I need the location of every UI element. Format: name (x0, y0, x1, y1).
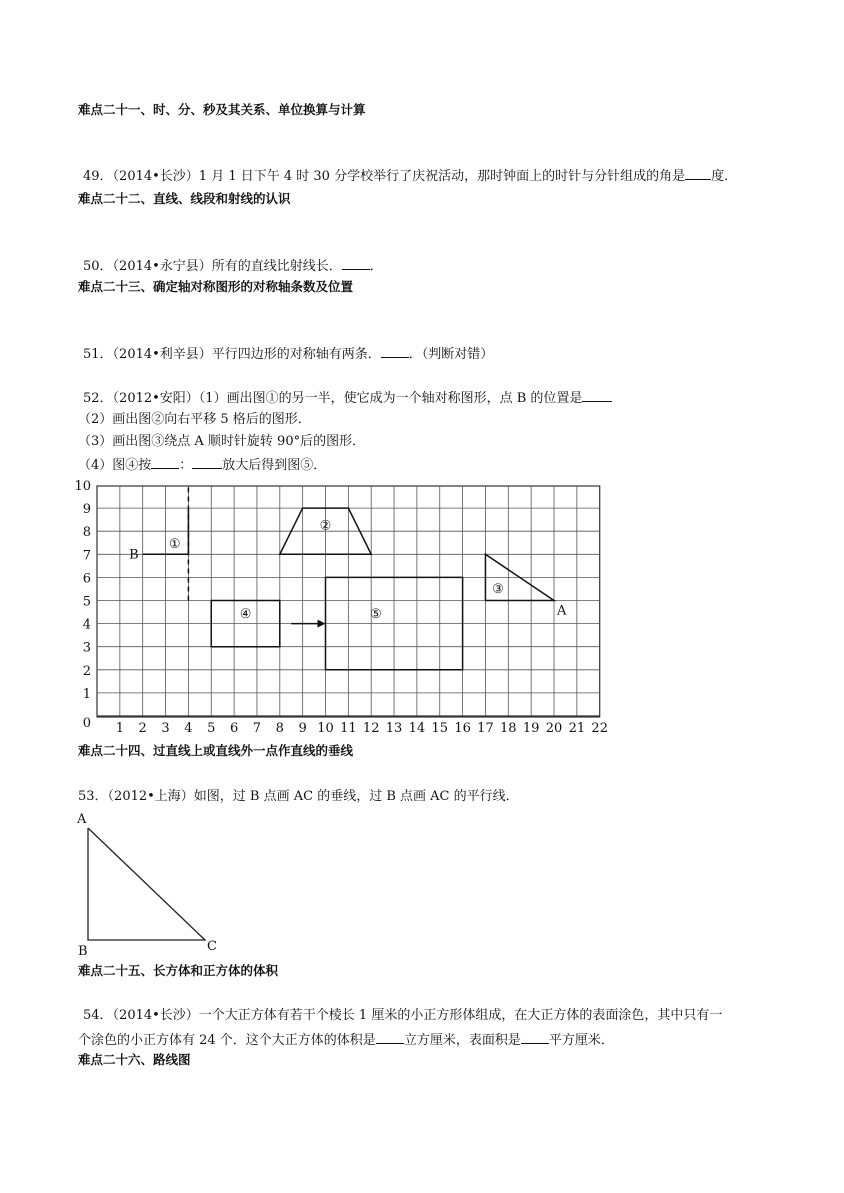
q52-text-4c: 放大后得到图⑤． (222, 458, 327, 473)
question-52-line1 (83, 389, 612, 407)
q54-volume-blank[interactable] (376, 1031, 404, 1044)
q49-text: 49．（2014•长沙）1 月 1 日下午 4 时 30 分学校举行了庆祝活动，那时钟面上的时针与分针组成的角是 (83, 169, 686, 184)
shape-4-label: ④ (239, 607, 252, 623)
q52-text-1: 52．（2012•安阳）（1）画出图①的另一半，使它成为一个轴对称图形，点 B 的位置是 (83, 391, 583, 406)
q50-text: 50．（2014•永宁县）所有的直线比射线长． (83, 259, 342, 274)
q50-text-end: ． (369, 259, 383, 274)
shape-5-rectangle (326, 577, 463, 669)
x-tick-label: 14 (408, 721, 426, 736)
x-tick-label: 13 (385, 721, 403, 736)
y-tick-label: 3 (82, 640, 91, 656)
x-tick-label: 9 (298, 721, 307, 736)
question-50 (83, 257, 383, 275)
y-tick-label: 10 (74, 479, 91, 494)
shape-2-label: ② (319, 518, 332, 534)
x-tick-label: 6 (229, 721, 239, 736)
shape-1-label: ① (168, 536, 181, 552)
x-tick-label: 7 (252, 721, 262, 736)
q54-text-2a: 个涂色的小正方体有 24 个．这个大正方体的体积是 (78, 1033, 376, 1048)
x-tick-label: 2 (138, 721, 147, 736)
question-54-line2 (78, 1031, 614, 1049)
shape-3-triangle (485, 554, 554, 600)
shape-3-label: ③ (492, 581, 504, 597)
origin-label: 0 (82, 716, 91, 731)
q51-text: 51．（2014•利辛县）平行四边形的对称轴有两条． (83, 347, 381, 362)
q52-text-4a: （4）图④按 (78, 458, 152, 473)
point-a-label: A (557, 603, 567, 619)
q54-text-2b: 立方厘米，表面积是 (403, 1033, 521, 1048)
question-54-line1: 54．（2014•长沙）一个大正方体有若干个棱长 1 厘米的小正方形体组成，在大正方体的表面涂色，其中只有一 (83, 1008, 723, 1023)
enlarge-arrow-head (318, 620, 326, 628)
x-tick-label: 3 (161, 721, 170, 736)
question-49 (83, 167, 737, 185)
x-tick-label: 18 (500, 721, 517, 736)
q52-answer-blank-b[interactable] (582, 389, 612, 402)
x-tick-label: 20 (545, 721, 563, 736)
q54-area-blank[interactable] (521, 1031, 549, 1044)
y-tick-label: 2 (82, 663, 91, 679)
q51-answer-blank[interactable] (381, 345, 409, 358)
y-tick-label: 6 (82, 571, 91, 587)
q53-label-c: C (207, 939, 217, 954)
x-tick-label: 19 (522, 721, 540, 736)
x-tick-label: 21 (568, 721, 586, 736)
q53-label-b: B (78, 944, 88, 959)
x-tick-label: 15 (431, 721, 449, 736)
question-53: 53．（2012•上海）如图，过 B 点画 AC 的垂线，过 B 点画 AC 的平行线． (78, 789, 519, 804)
section-title-23: 难点二十三、确定轴对称图形的对称轴条数及位置 (78, 279, 354, 294)
question-52-line3: （3）画出图③绕点 A 顺时针旋转 90°后的图形． (78, 434, 366, 449)
q53-label-a: A (77, 812, 87, 827)
section-title-25: 难点二十五、长方体和正方体的体积 (78, 963, 279, 978)
q52-text-4b: ： (179, 458, 193, 473)
x-tick-label: 12 (362, 721, 380, 736)
q54-text-2c: 平方厘米． (548, 1033, 614, 1048)
q50-answer-blank[interactable] (342, 257, 370, 270)
section-title-21: 难点二十一、时、分、秒及其关系、单位换算与计算 (78, 102, 366, 117)
y-tick-label: 4 (82, 617, 91, 633)
q49-text-end: 度． (711, 169, 738, 184)
y-tick-label: 8 (82, 525, 91, 541)
x-tick-label: 16 (454, 721, 471, 736)
q53-triangle-abc (88, 828, 205, 940)
shape-1-half-triangle (143, 508, 189, 554)
y-tick-label: 7 (82, 548, 91, 564)
question-52-line2: （2）画出图②向右平移 5 格后的图形． (78, 412, 311, 427)
x-tick-label: 4 (184, 721, 193, 736)
section-title-24: 难点二十四、过直线上或直线外一点作直线的垂线 (78, 743, 354, 758)
x-tick-label: 8 (275, 721, 284, 736)
y-tick-label: 1 (82, 686, 91, 702)
q51-text-end: ．（判断对错） (408, 347, 494, 362)
question-51 (83, 345, 493, 363)
q49-answer-blank[interactable] (685, 167, 711, 180)
y-tick-label: 9 (82, 502, 91, 518)
section-title-22: 难点二十二、直线、线段和射线的认识 (78, 191, 291, 206)
shape-5-label: ⑤ (369, 607, 382, 623)
point-b-label: B (129, 547, 139, 563)
x-tick-label: 1 (115, 721, 124, 736)
x-tick-label: 17 (477, 721, 494, 736)
grid-border (97, 486, 600, 717)
x-tick-label: 5 (207, 721, 216, 736)
x-tick-label: 22 (591, 721, 608, 736)
x-tick-label: 11 (340, 721, 357, 736)
shape-4-rectangle (211, 601, 280, 647)
q52-ratio-blank-1[interactable] (151, 456, 179, 469)
q52-ratio-blank-2[interactable] (192, 456, 222, 469)
question-52-line4 (78, 456, 326, 474)
section-title-26: 难点二十六、路线图 (78, 1052, 191, 1067)
y-tick-label: 5 (82, 594, 91, 610)
x-tick-label: 10 (317, 721, 334, 736)
shape-2-trapezoid (280, 508, 371, 554)
